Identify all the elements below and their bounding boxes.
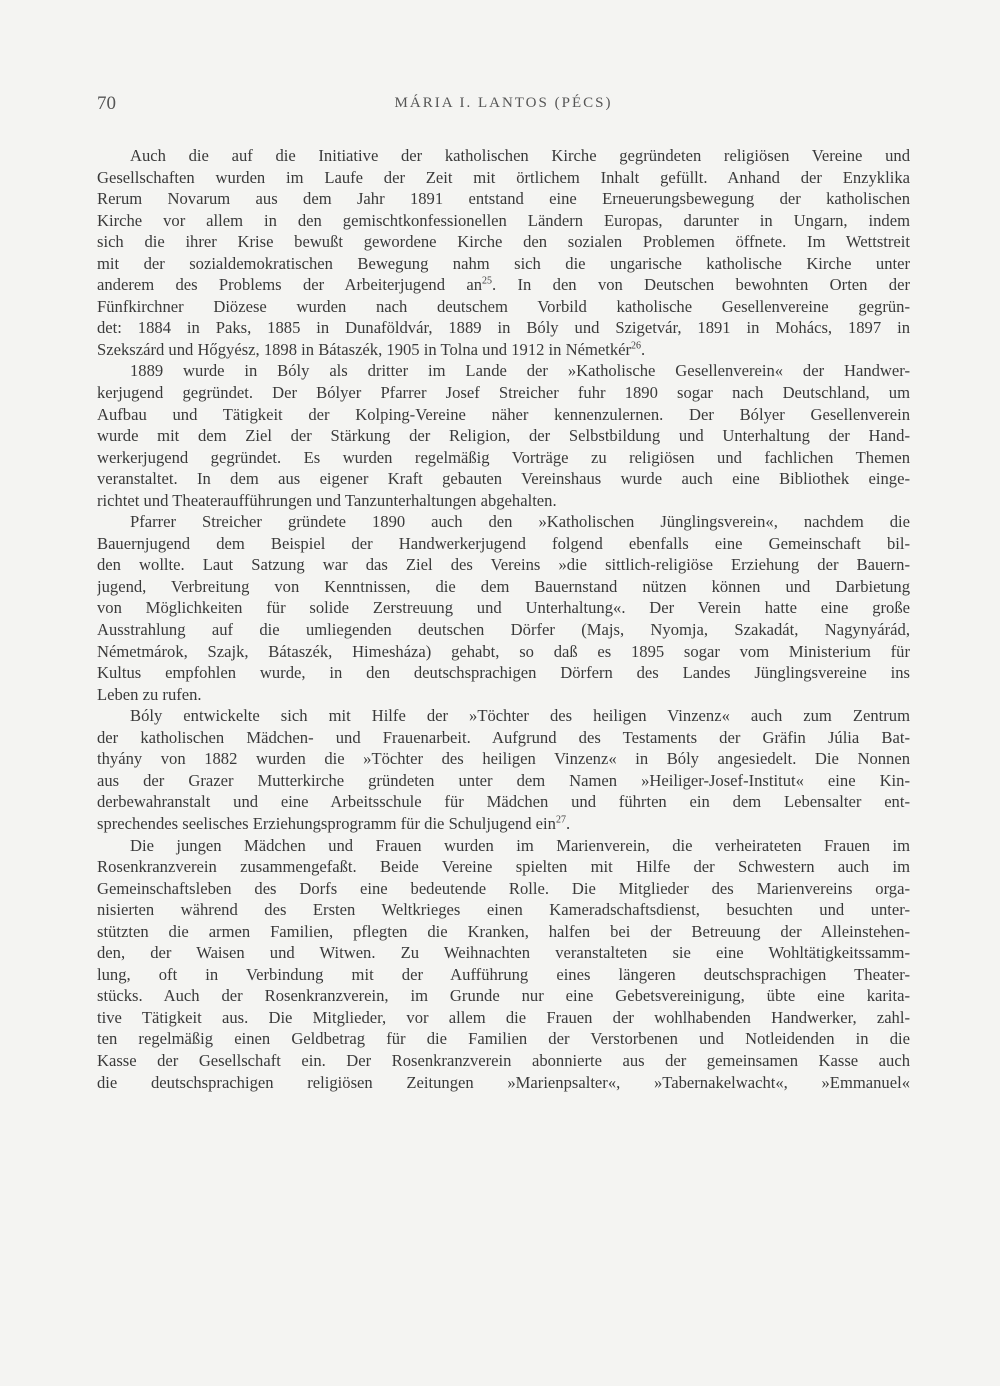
line-text: den, der Waisen und Witwen. Zu Weihnachten veranstalteten sie eine Wohltätigkeitssamm- xyxy=(97,943,910,963)
text-line xyxy=(97,360,910,382)
text-line xyxy=(97,468,910,490)
text-line xyxy=(97,447,910,469)
text-line xyxy=(97,296,910,318)
text-line xyxy=(97,145,910,167)
line-text: thyány von 1882 wurden die »Töchter des heiligen Vinzenz« in Bóly angesiedelt. Die Nonnen xyxy=(97,749,910,769)
text-line xyxy=(97,727,910,749)
text-line xyxy=(97,942,910,964)
text-line xyxy=(97,662,910,684)
line-text: den wollte. Laut Satzung war das Ziel des Vereins »die sittlich-religiöse Erziehung der Bauern- xyxy=(97,555,910,575)
text-line xyxy=(97,813,910,835)
text-line xyxy=(97,748,910,770)
line-text: veranstaltet. In dem aus eigener Kraft gebauten Vereinshaus wurde auch eine Bibliothek einge- xyxy=(97,469,910,489)
line-text: Auch die auf die Initiative der katholischen Kirche gegründeten religiösen Vereine und xyxy=(130,146,910,165)
line-text: anderem des Problems der Arbeiterjugend an xyxy=(97,275,482,295)
text-line xyxy=(97,641,910,663)
line-text: mit der sozialdemokratischen Bewegung nahm sich die ungarische katholische Kirche unter xyxy=(97,253,910,273)
text-line xyxy=(97,878,910,900)
line-text: kerjugend gegründet. Der Bólyer Pfarrer Josef Streicher fuhr 1890 sogar nach Deutschland, um xyxy=(97,383,910,403)
line-text: sprechendes seelisches Erziehungsprogramm für die Schuljugend ein xyxy=(97,813,556,833)
line-text: lung, oft in Verbindung mit der Aufführung eines längeren deutschsprachigen Theater- xyxy=(97,964,910,984)
line-text: der katholischen Mädchen- und Frauenarbeit. Aufgrund des Testaments der Gräfin Júlia Bat- xyxy=(97,727,910,747)
line-text: Szekszárd und Hőgyész, 1898 in Bátaszék, 1905 in Tolna und 1912 in Németkér xyxy=(97,339,632,359)
text-line xyxy=(97,317,910,339)
line-text-continued: . In den von Deutschen bewohnten Orten der xyxy=(492,275,910,295)
running-head: MÁRIA I. LANTOS (PÉCS) xyxy=(394,95,613,111)
line-text: Bóly entwickelte sich mit Hilfe der »Töchter des heiligen Vinzenz« auch zum Zentrum xyxy=(130,706,910,726)
line-text: Kultus empfohlen wurde, in den deutschsprachigen Dörfern des Landes Jünglingsvereine ins xyxy=(97,663,910,683)
line-text: Die jungen Mädchen und Frauen wurden im Marienverein, die verheirateten Frauen im xyxy=(130,835,910,855)
text-line xyxy=(97,404,910,426)
line-text-continued: . xyxy=(641,339,646,359)
text-line xyxy=(97,167,910,189)
line-text: det: 1884 in Paks, 1885 in Dunaföldvár, 1889 in Bóly und Szigetvár, 1891 in Mohács, 1897 in xyxy=(97,318,910,338)
line-text: Kasse der Gesellschaft ein. Der Rosenkranzverein abonnierte aus der gemeinsamen Kasse auch xyxy=(97,1050,910,1070)
line-text: Rosenkranzverein zusammengefaßt. Beide Vereine spielten mit Hilfe der Schwestern auch im xyxy=(97,857,910,877)
line-text: Aufbau und Tätigkeit der Kolping-Vereine näher kennenzulernen. Der Bólyer Gesellenverein xyxy=(97,404,910,424)
text-line xyxy=(97,835,910,857)
text-line xyxy=(97,1007,910,1029)
line-text: nisierten während des Ersten Weltkrieges einen Kameradschaftsdienst, besuchten und unter- xyxy=(97,900,910,920)
text-line xyxy=(97,770,910,792)
line-text: Gemeinschaftsleben des Dorfs eine bedeutende Rolle. Die Mitglieder des Marienvereins orga- xyxy=(97,878,910,898)
text-line xyxy=(97,921,910,943)
text-line xyxy=(97,985,910,1007)
text-line xyxy=(97,964,910,986)
line-text: Gesellschaften wurden im Laufe der Zeit mit örtlichem Inhalt gefüllt. Anhand der Enzyklika xyxy=(97,167,910,187)
line-text-continued: . xyxy=(565,813,571,833)
text-line xyxy=(97,188,910,210)
text-line xyxy=(97,490,910,512)
text-line xyxy=(97,705,910,727)
line-text: Ausstrahlung auf die umliegenden deutschen Dörfer (Majs, Nyomja, Szakadát, Nagynyárád, xyxy=(97,620,910,640)
line-text: tive Tätigkeit aus. Die Mitglieder, vor allem die Frauen der wohlhabenden Handwerker, zahl- xyxy=(97,1007,910,1027)
line-text: Bauernjugend dem Beispiel der Handwerkerjugend folgend ebenfalls eine Gemeinschaft bil- xyxy=(97,533,910,553)
line-text: die deutschsprachigen religiösen Zeitungen »Marienpsalter«, »Tabernakelwacht«, »Emmanuel« xyxy=(97,1072,910,1092)
text-line xyxy=(97,899,910,921)
line-text: jugend, Verbreitung von Kenntnissen, die dem Bauernstand nützen können und Darbietung xyxy=(97,576,910,596)
text-line xyxy=(97,856,910,878)
footnote-marker[interactable]: 27 xyxy=(555,814,566,826)
text-line xyxy=(97,511,910,533)
line-text: aus der Grazer Mutterkirche gründeten unter dem Namen »Heiliger-Josef-Institut« eine Kin- xyxy=(97,770,910,790)
text-line xyxy=(97,253,910,275)
text-line xyxy=(97,619,910,641)
line-text: 1889 wurde in Bóly als dritter im Lande der »Katholische Gesellenverein« der Handwer- xyxy=(130,361,910,381)
text-line xyxy=(97,382,910,404)
line-text: Kirche vor allem in den gemischtkonfessionellen Ländern Europas, darunter in Ungarn, indem xyxy=(97,210,910,230)
line-text: werkerjugend gegründet. Es wurden regelmäßig Vorträge zu religiösen und fachlichen Themen xyxy=(97,447,910,467)
text-line xyxy=(97,1072,910,1094)
text-line xyxy=(97,425,910,447)
text-line xyxy=(97,554,910,576)
line-text: sich die ihrer Krise bewußt gewordene Kirche den sozialen Problemen öffnete. Im Wettstreit xyxy=(97,232,910,252)
line-text: Fünfkirchner Diözese wurden nach deutschem Vorbild katholische Gesellenvereine gegrün- xyxy=(97,296,910,316)
line-text: von Möglichkeiten für solide Zerstreuung und Unterhaltung«. Der Verein hatte eine große xyxy=(97,598,910,618)
page-header xyxy=(97,93,910,123)
line-text: Rerum Novarum aus dem Jahr 1891 entstand eine Erneuerungsbewegung der katholischen xyxy=(97,189,910,209)
body-text xyxy=(97,145,910,1093)
text-line xyxy=(97,1028,910,1050)
text-line xyxy=(97,210,910,232)
line-text: stützten die armen Familien, pflegten die Kranken, halfen bei der Betreuung der Alleinstehen- xyxy=(97,921,910,941)
text-line xyxy=(97,231,910,253)
line-text: ten regelmäßig einen Geldbetrag für die Familien der Verstorbenen und Notleidenden in die xyxy=(97,1029,910,1049)
text-line xyxy=(97,791,910,813)
line-text: Leben zu rufen. xyxy=(97,684,202,704)
text-line xyxy=(97,1050,910,1072)
line-text: wurde mit dem Ziel der Stärkung der Religion, der Selbstbildung und Unterhaltung der Hand- xyxy=(97,426,910,446)
line-text: derbewahranstalt und eine Arbeitsschule für Mädchen und führten ein dem Lebensalter ent- xyxy=(97,792,910,812)
text-line xyxy=(97,597,910,619)
line-text: stücks. Auch der Rosenkranzverein, im Grunde nur eine Gebetsvereinigung, übte eine karita- xyxy=(97,986,910,1006)
page-number: 70 xyxy=(97,93,116,114)
line-text: richtet und Theateraufführungen und Tanzunterhaltungen abgehalten. xyxy=(97,490,557,510)
text-line xyxy=(97,576,910,598)
line-text: Németmárok, Szajk, Bátaszék, Himesháza) gehabt, so daß es 1895 sogar vom Ministerium für xyxy=(97,641,910,661)
line-text: Pfarrer Streicher gründete 1890 auch den »Katholischen Jünglingsverein«, nachdem die xyxy=(130,512,910,532)
text-line xyxy=(97,339,910,361)
footnote-marker[interactable]: 25 xyxy=(482,275,492,287)
footnote-marker[interactable]: 26 xyxy=(631,340,642,352)
text-line xyxy=(97,533,910,555)
text-line xyxy=(97,274,910,296)
text-line xyxy=(97,684,910,706)
